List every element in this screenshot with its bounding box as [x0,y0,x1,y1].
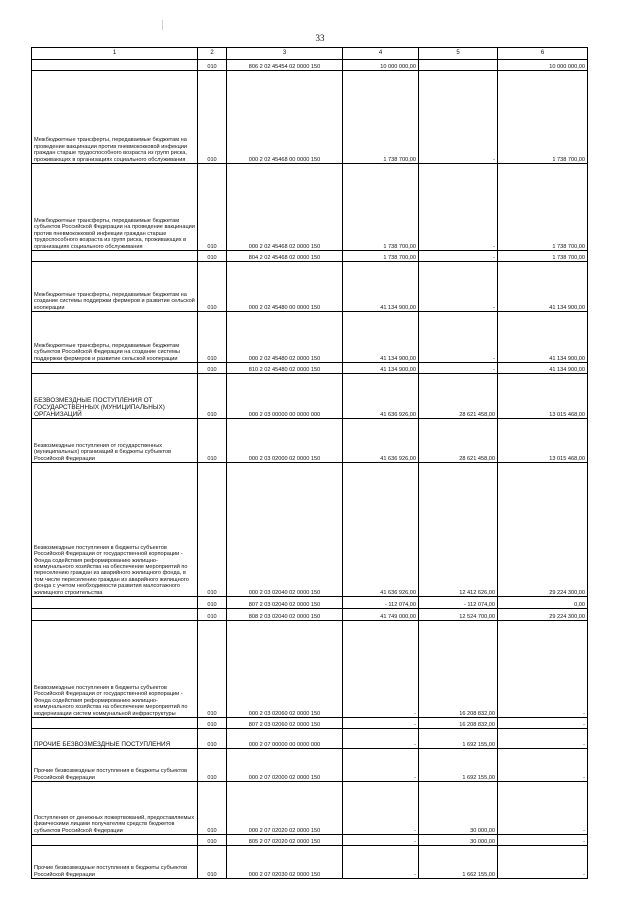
header-col-3: 3 [227,48,343,60]
amount-col-6: - [498,846,588,879]
amount-col-6: - [498,621,588,718]
amount-col-5: 30 000,00 [419,782,498,835]
budget-code: 000 2 02 45468 02 0000 150 [227,164,343,251]
amount-col-5 [419,60,498,71]
amount-col-5: - [419,71,498,164]
amount-col-6: - [498,749,588,782]
header-col-2: 2 [198,48,227,60]
amount-col-4: - [343,729,419,749]
item-name: Межбюджетные трансферты, передаваемые бюджетам на создание системы поддержки фермеров и развитие сельской кооперации [32,262,198,312]
table-row [32,718,588,729]
item-name: БЕЗВОЗМЕЗДНЫЕ ПОСТУПЛЕНИЯ ОТ ГОСУДАРСТВЕННЫХ (МУНИЦИПАЛЬНЫХ) ОРГАНИЗАЦИЙ [32,374,198,419]
amount-col-6: 13 015 468,00 [498,374,588,419]
amount-col-5: 12 412 626,00 [419,463,498,597]
amount-col-5: 28 621 458,00 [419,374,498,419]
amount-col-5: 1 692 155,00 [419,729,498,749]
amount-col-6: 41 134 900,00 [498,262,588,312]
amount-col-4: 1 738 700,00 [343,164,419,251]
header-col-4: 4 [343,48,419,60]
budget-code: 808 2 03 02040 02 0000 150 [227,609,343,621]
table-row [32,164,588,251]
amount-col-5: 28 621 458,00 [419,419,498,463]
table-row [32,363,588,374]
scan-artifact [162,20,163,30]
budget-code: 000 2 03 02060 02 0000 150 [227,621,343,718]
header-col-1: 1 [32,48,198,60]
table-row [32,729,588,749]
line-code: 010 [198,262,227,312]
amount-col-5: - 112 074,00 [419,597,498,609]
budget-code: 805 2 07 02020 02 0000 150 [227,835,343,846]
line-code: 010 [198,60,227,71]
amount-col-6: - [498,729,588,749]
budget-code: 804 2 02 45468 02 0000 150 [227,251,343,262]
amount-col-4: - [343,749,419,782]
column-number-header [32,48,588,60]
amount-col-6: 0,00 [498,597,588,609]
line-code: 010 [198,846,227,879]
amount-col-4: 41 636 926,00 [343,374,419,419]
budget-code: 000 2 07 02030 02 0000 150 [227,846,343,879]
revenue-table [31,47,588,879]
amount-col-6: 1 738 700,00 [498,164,588,251]
table-row [32,463,588,597]
line-code: 010 [198,374,227,419]
item-name [32,718,198,729]
line-code: 010 [198,749,227,782]
table-row [32,609,588,621]
amount-col-6: 41 134 900,00 [498,312,588,363]
line-code: 010 [198,782,227,835]
item-name [32,363,198,374]
item-name: Поступления от денежных пожертвований, предоставляемых физическими лицами получателям средств бюджетов субъектов Российской Федерации [32,782,198,835]
amount-col-4: 1 738 700,00 [343,71,419,164]
budget-code: 000 2 02 45480 00 0000 150 [227,262,343,312]
budget-code: 807 2 03 02040 02 0000 150 [227,597,343,609]
line-code: 010 [198,164,227,251]
amount-col-5: - [419,164,498,251]
amount-col-4: 1 738 700,00 [343,251,419,262]
budget-code: 000 2 03 02000 02 0000 150 [227,419,343,463]
item-name: Безвозмездные поступления в бюджеты субъектов Российской Федерации от государственной корпорации - Фонда содействия реформированию жилищно-коммунального хозяйства на обеспечение мероприятий по модернизации систем коммунальной инфраструктуры [32,621,198,718]
item-name [32,609,198,621]
amount-col-4: - [343,835,419,846]
table-row [32,846,588,879]
line-code: 010 [198,835,227,846]
amount-col-4: - [343,718,419,729]
amount-col-6: - [498,718,588,729]
line-code: 010 [198,729,227,749]
table-row [32,312,588,363]
line-code: 010 [198,463,227,597]
item-name [32,835,198,846]
amount-col-4: 41 134 900,00 [343,262,419,312]
amount-col-6: 10 000 000,00 [498,60,588,71]
amount-col-6: - [498,782,588,835]
table-row [32,621,588,718]
amount-col-4: - 112 074,00 [343,597,419,609]
table-row [32,60,588,71]
amount-col-4: 41 134 900,00 [343,312,419,363]
amount-col-5: - [419,312,498,363]
amount-col-5: - [419,251,498,262]
amount-col-5: - [419,363,498,374]
line-code: 010 [198,363,227,374]
table-row [32,749,588,782]
budget-code: 000 2 07 02020 02 0000 150 [227,782,343,835]
budget-code: 000 2 03 00000 00 0000 000 [227,374,343,419]
amount-col-4: - [343,846,419,879]
amount-col-5: 1 662 155,00 [419,846,498,879]
item-name [32,60,198,71]
table-row [32,251,588,262]
amount-col-4: 10 000 000,00 [343,60,419,71]
amount-col-5: 16 208 832,00 [419,621,498,718]
page-number: 33 [315,33,325,43]
table-row [32,419,588,463]
budget-code: 000 2 03 02040 02 0000 150 [227,463,343,597]
budget-code: 000 2 07 00000 00 0000 000 [227,729,343,749]
amount-col-4: - [343,782,419,835]
table-row [32,374,588,419]
budget-code: 000 2 07 02000 02 0000 150 [227,749,343,782]
amount-col-5: 16 208 832,00 [419,718,498,729]
budget-code: 000 2 02 45480 02 0000 150 [227,312,343,363]
line-code: 010 [198,419,227,463]
header-col-5: 5 [419,48,498,60]
item-name: ПРОЧИЕ БЕЗВОЗМЕЗДНЫЕ ПОСТУПЛЕНИЯ [32,729,198,749]
line-code: 010 [198,609,227,621]
amount-col-6: 41 134 900,00 [498,363,588,374]
amount-col-6: 29 224 300,00 [498,463,588,597]
amount-col-5: 30 000,00 [419,835,498,846]
item-name: Межбюджетные трансферты, передаваемые бюджетам на проведение вакцинации против пневмококковой инфекции граждан старше трудоспособного возраста из групп риска, проживающих в организациях социального обслуживания [32,71,198,164]
amount-col-4: 41 636 926,00 [343,419,419,463]
item-name: Межбюджетные трансферты, передаваемые бюджетам субъектов Российской Федерации на проведение вакцинации против пневмококковой инфекции граждан старше трудоспособного возраста из групп риска, проживающих в организациях социального обслуживания [32,164,198,251]
amount-col-6: 13 015 468,00 [498,419,588,463]
amount-col-6: 29 224 300,00 [498,609,588,621]
line-code: 010 [198,312,227,363]
amount-col-5: 12 524 700,00 [419,609,498,621]
item-name: Прочие безвозмездные поступления в бюджеты субъектов Российской Федерации [32,846,198,879]
table-row [32,597,588,609]
table-row [32,262,588,312]
line-code: 010 [198,251,227,262]
budget-code: 806 2 02 45454 02 0000 150 [227,60,343,71]
table-body [32,48,588,879]
line-code: 010 [198,71,227,164]
amount-col-4: 41 749 000,00 [343,609,419,621]
item-name: Межбюджетные трансферты, передаваемые бюджетам субъектов Российской Федерации на создание системы поддержки фермеров и развитие сельской кооперации [32,312,198,363]
amount-col-4: 41 134 900,00 [343,363,419,374]
table-row [32,835,588,846]
item-name: Прочие безвозмездные поступления в бюджеты субъектов Российской Федерации [32,749,198,782]
line-code: 010 [198,597,227,609]
item-name: Безвозмездные поступления в бюджеты субъектов Российской Федерации от государственной корпорации - Фонда содействия реформированию жилищно-коммунального хозяйства на обеспечение мероприятий по переселению граждан из аварийного жилищного фонда, в том числе переселению граждан из аварийного жилищного фонда с учетом необходимости развития малоэтажного жилищного строительства [32,463,198,597]
item-name [32,597,198,609]
amount-col-6: 1 738 700,00 [498,71,588,164]
item-name: Безвозмездные поступления от государственных (муниципальных) организаций в бюджеты субъектов Российской Федерации [32,419,198,463]
line-code: 010 [198,621,227,718]
amount-col-6: - [498,835,588,846]
budget-code: 000 2 02 45468 00 0000 150 [227,71,343,164]
budget-code: 810 2 02 45480 02 0000 150 [227,363,343,374]
table-row [32,782,588,835]
amount-col-5: 1 692 155,00 [419,749,498,782]
table-row [32,71,588,164]
amount-col-6: 1 738 700,00 [498,251,588,262]
header-col-6: 6 [498,48,588,60]
amount-col-4: 41 636 926,00 [343,463,419,597]
item-name [32,251,198,262]
line-code: 010 [198,718,227,729]
amount-col-4: - [343,621,419,718]
budget-code: 807 2 03 02060 02 0000 150 [227,718,343,729]
amount-col-5: - [419,262,498,312]
